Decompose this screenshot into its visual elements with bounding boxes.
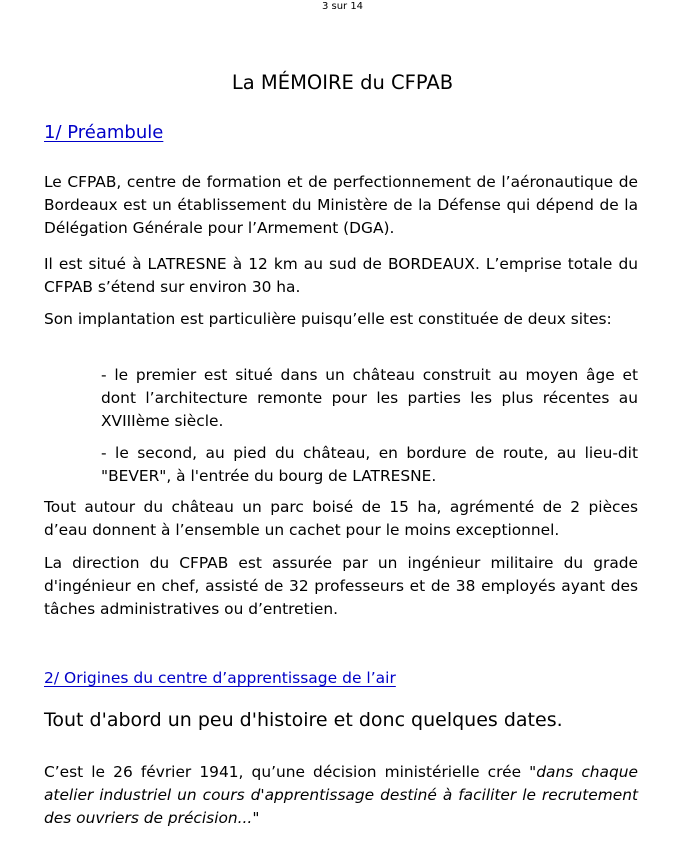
page-number: 3 sur 14 xyxy=(321,1,364,12)
paragraph-decision xyxy=(44,761,638,830)
site-item: - le premier est situé dans un château construit au moyen âge et dont l’architecture remonte pour les parties les plus récentes au XVIIIème siècle. xyxy=(101,366,638,430)
section-heading-origines: 2/ Origines du centre d’apprentissage de l’air xyxy=(44,669,396,687)
quoted-text: dans chaque atelier industriel un cours d'apprentissage destiné à faciliter le recrutement des ouvriers de précision... xyxy=(44,763,638,827)
paragraph: La direction du CFPAB est assurée par un ingénieur militaire du grade d'ingénieur en chef, assisté de 32 professeurs et de 38 employés ayant des tâches administratives ou d’entretien. xyxy=(44,554,638,618)
lead-sentence: Tout d'abord un peu d'histoire et donc quelques dates. xyxy=(44,709,563,731)
paragraph-intro: C’est le 26 février 1941, qu’une décision ministérielle crée " xyxy=(44,763,537,781)
closing-quote: " xyxy=(252,809,260,827)
paragraph: Il est situé à LATRESNE à 12 km au sud de BORDEAUX. L’emprise totale du CFPAB s’étend sur environ 30 ha. xyxy=(44,255,638,296)
paragraph: Tout autour du château un parc boisé de 15 ha, agrémenté de 2 pièces d’eau donnent à l’ensemble un cachet pour le moins exceptionnel. xyxy=(44,498,638,539)
paragraph: Son implantation est particulière puisqu’elle est constituée de deux sites: xyxy=(44,310,612,328)
site-item: - le second, au pied du château, en bordure de route, au lieu-dit "BEVER", à l'entrée du bourg de LATRESNE. xyxy=(101,444,638,485)
paragraph: Le CFPAB, centre de formation et de perfectionnement de l’aéronautique de Bordeaux est un établissement du Ministère de la Défense qui dépend de la Délégation Générale pour l’Armement (DGA). xyxy=(44,173,638,237)
section-heading-preambule: 1/ Préambule xyxy=(44,122,164,143)
document-title: La MÉMOIRE du CFPAB xyxy=(231,71,454,94)
